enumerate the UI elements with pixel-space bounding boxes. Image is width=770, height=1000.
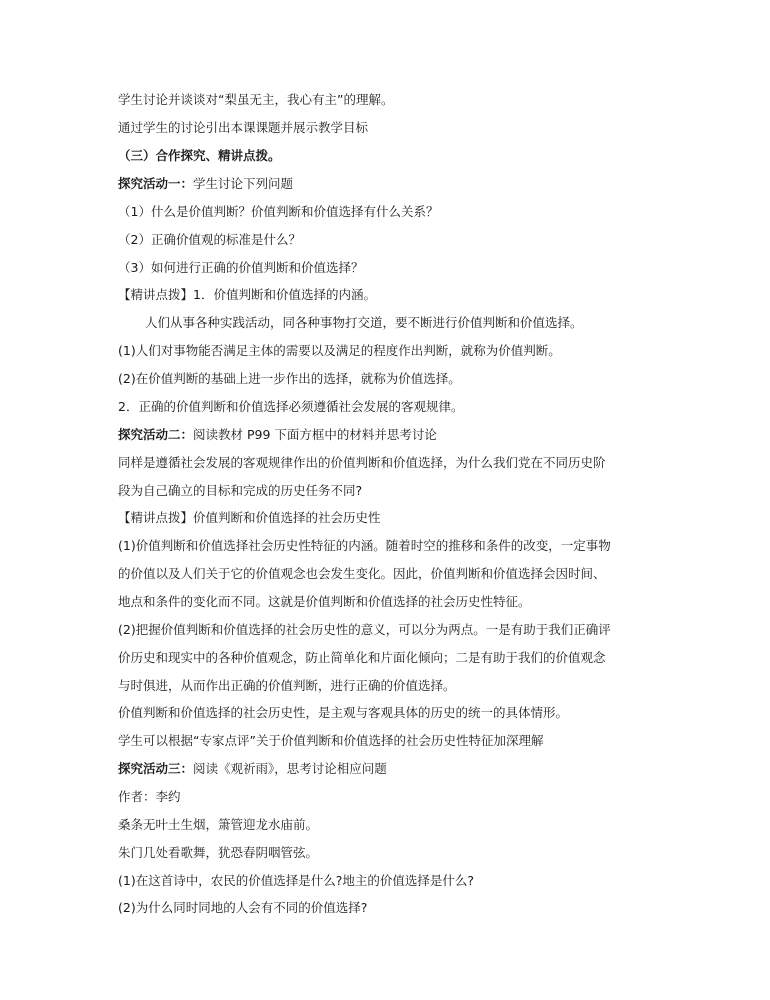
- activity-label: 探究活动一：: [118, 176, 194, 191]
- text-line: (2)把握价值判断和价值选择的社会历史性的意义，可以分为两点。一是有助于我们正确评: [118, 622, 611, 637]
- activity-text: 阅读教材 P99 下面方框中的材料并思考讨论: [193, 427, 437, 442]
- question-item: （1）什么是价值判断？价值判断和价值选择有什么关系？: [118, 204, 439, 219]
- question-item: （2）正确价值观的标准是什么？: [118, 232, 301, 247]
- activity-heading: [118, 427, 437, 443]
- question-item: （3）如何进行正确的价值判断和价值选择？: [118, 260, 364, 275]
- text-line: 价值判断和价值选择的社会历史性，是主观与客观具体的历史的统一的具体情形。: [118, 705, 569, 720]
- text-line: 2．正确的价值判断和价值选择必须遵循社会发展的客观规律。: [118, 399, 464, 414]
- text-line: 价历史和现实中的各种价值观念，防止简单化和片面化倾向；二是有助于我们的价值观念: [118, 650, 606, 665]
- question-item: (1)在这首诗中，农民的价值选择是什么?地主的价值选择是什么?: [118, 873, 474, 888]
- text-line: 人们从事各种实践活动，同各种事物打交道，要不断进行价值判断和价值选择。: [145, 315, 583, 330]
- text-line: 段为自己确立的目标和完成的历史任务不同?: [118, 483, 363, 498]
- text-line: (1)价值判断和价值选择社会历史性特征的内涵。随着时空的推移和条件的改变，一定事物: [118, 538, 611, 553]
- text-line: 地点和条件的变化而不同。这就是价值判断和价值选择的社会历史性特征。: [118, 594, 531, 609]
- text-line: 学生可以根据“专家点评”关于价值判断和价值选择的社会历史性特征加深理解: [118, 733, 544, 748]
- text-line: 同样是遵循社会发展的客观规律作出的价值判断和价值选择，为什么我们党在不同历史阶: [118, 455, 606, 470]
- text-line: 与时俱进，从而作出正确的价值判断，进行正确的价值选择。: [118, 678, 456, 693]
- section-heading: （三）合作探究、精讲点拨。: [118, 148, 281, 163]
- question-item: (2)为什么同时同地的人会有不同的价值选择?: [118, 900, 368, 915]
- poem-line: 桑条无叶土生烟，箫管迎龙水庙前。: [118, 817, 319, 832]
- text-line: (2)在价值判断的基础上进一步作出的选择，就称为价值选择。: [118, 371, 461, 386]
- activity-label: 探究活动三：: [118, 761, 194, 776]
- activity-heading: [118, 176, 293, 192]
- activity-text: 阅读《观祈雨》，思考讨论相应问题: [193, 761, 387, 776]
- text-line: 【精讲点拨】1．价值判断和价值选择的内涵。: [118, 287, 376, 302]
- poem-author: 作者：李约: [118, 789, 181, 804]
- activity-label: 探究活动二：: [118, 427, 194, 442]
- activity-text: 学生讨论下列问题: [193, 176, 294, 191]
- activity-heading: [118, 761, 387, 777]
- text-line: 【精讲点拨】价值判断和价值选择的社会历史性: [118, 510, 381, 525]
- text-line: 的价值以及人们关于它的价值观念也会发生变化。因此，价值判断和价值选择会因时间、: [118, 566, 606, 581]
- poem-line: 朱门几处看歌舞，犹恐春阴咽管弦。: [118, 845, 319, 860]
- text-line: 通过学生的讨论引出本课课题并展示教学目标: [118, 120, 369, 135]
- text-line: 学生讨论并谈谈对“梨虽无主，我心有主”的理解。: [118, 92, 394, 107]
- text-line: (1)人们对事物能否满足主体的需要以及满足的程度作出判断，就称为价值判断。: [118, 343, 561, 358]
